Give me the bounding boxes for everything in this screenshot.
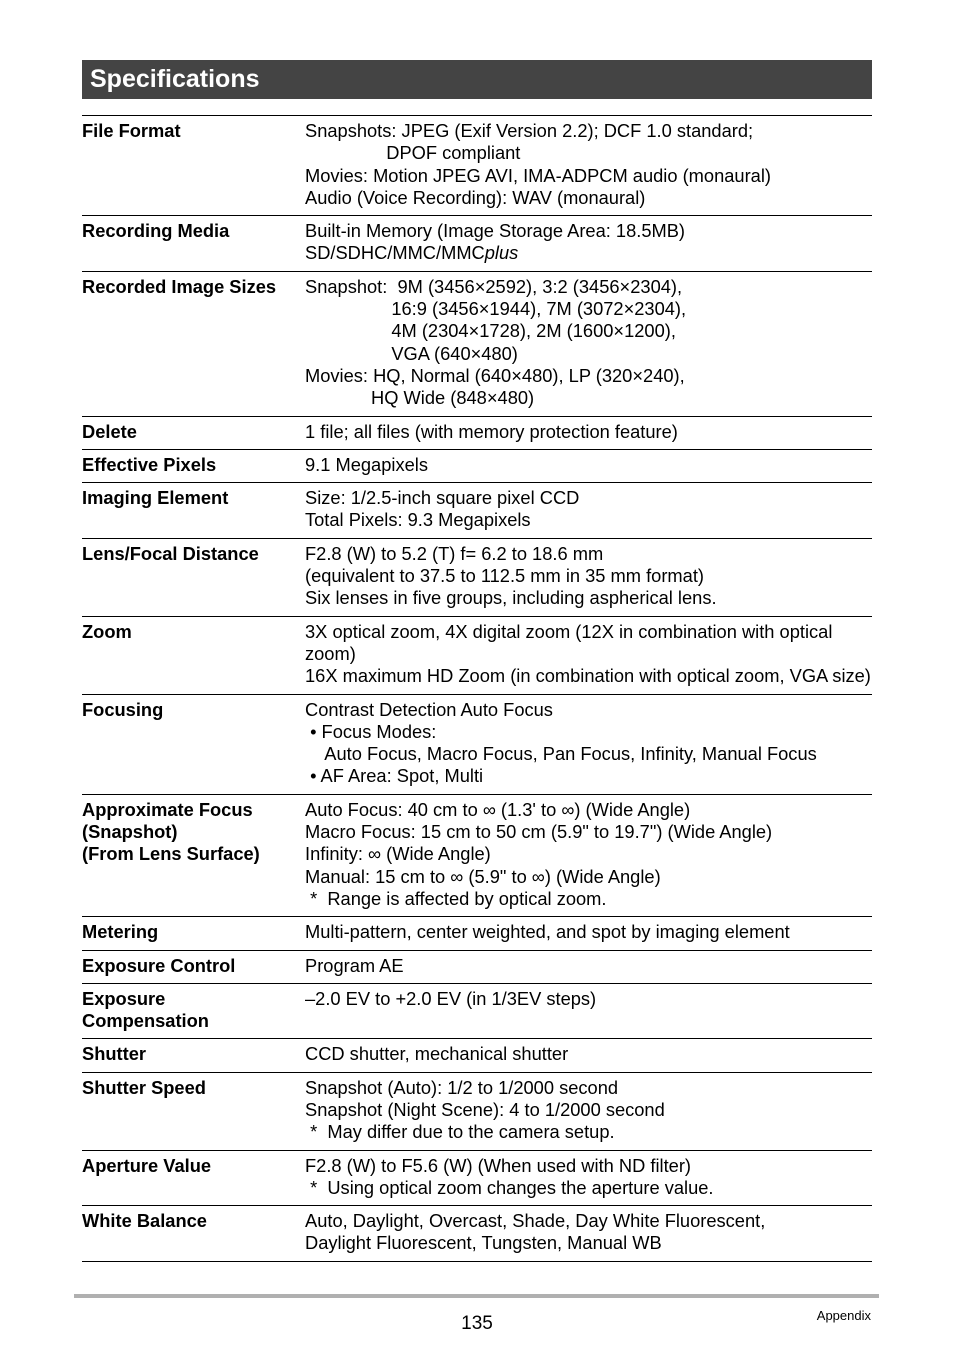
spec-label: Focusing [82, 698, 164, 720]
spec-value-line [305, 621, 872, 666]
spec-label: Zoom [82, 620, 132, 642]
spec-value-text: Snapshot: 9M (3456×2592), 3:2 (3456×2304), [305, 275, 683, 297]
spec-row [82, 1073, 872, 1151]
spec-value-text: Manual: 15 cm to ∞ (5.9" to ∞) (Wide Angle) [305, 865, 661, 887]
spec-value-line [305, 387, 872, 409]
spec-value [305, 799, 872, 910]
spec-value [305, 276, 872, 410]
spec-value-line [305, 888, 872, 910]
spec-value-line [305, 421, 872, 443]
spec-value-text: Infinity: ∞ (Wide Angle) [305, 843, 491, 865]
spec-value-text: Macro Focus: 15 cm to 50 cm (5.9" to 19.7") (Wide Angle) [305, 821, 773, 843]
spec-value-line [305, 1077, 872, 1099]
spec-label: Recording Media [82, 220, 230, 242]
spec-value [305, 1155, 872, 1200]
spec-value-line [305, 187, 872, 209]
spec-row [82, 272, 872, 417]
spec-value-line [305, 843, 872, 865]
spec-value [305, 421, 872, 443]
spec-value-text: * Range is affected by optical zoom. [305, 887, 607, 909]
spec-value-line [305, 509, 872, 531]
spec-value-text: Six lenses in five groups, including aspherical lens. [305, 587, 717, 609]
spec-label: Approximate Focus (Snapshot) (From Lens Surface) [82, 798, 260, 865]
spec-value-line [305, 1121, 872, 1143]
spec-value-text: 16X maximum HD Zoom (in combination with optical zoom, VGA size) [305, 665, 871, 687]
spec-value-text: Daylight Fluorescent, Tungsten, Manual WB [305, 1232, 662, 1254]
spec-value-text: Size: 1/2.5-inch square pixel CCD [305, 487, 580, 509]
spec-value-text: Program AE [305, 954, 404, 976]
spec-value-text: HQ Wide (848×480) [305, 387, 535, 409]
spec-value [305, 699, 872, 788]
spec-row [82, 216, 872, 272]
spec-value [305, 543, 872, 610]
spec-label: Shutter [82, 1043, 146, 1065]
spec-label: Lens/Focal Distance [82, 542, 259, 564]
spec-value-text: –2.0 EV to +2.0 EV (in 1/3EV steps) [305, 987, 597, 1009]
spec-row [82, 483, 872, 539]
spec-value [305, 120, 872, 209]
spec-value-text: Contrast Detection Auto Focus [305, 698, 553, 720]
spec-value-line [305, 365, 872, 387]
spec-value-text: 16:9 (3456×1944), 7M (3072×2304), [305, 298, 687, 320]
footer-divider [74, 1294, 879, 1298]
spec-value [305, 487, 872, 532]
spec-value [305, 955, 872, 977]
spec-value-line [305, 343, 872, 365]
spec-value-text: 4M (2304×1728), 2M (1600×1200), [305, 320, 676, 342]
spec-label: Shutter Speed [82, 1076, 206, 1098]
spec-label: Aperture Value [82, 1154, 212, 1176]
spec-value-text: Auto Focus: 40 cm to ∞ (1.3' to ∞) (Wide Angle) [305, 798, 691, 820]
spec-value-text: DPOF compliant [305, 142, 521, 164]
spec-value-line [305, 665, 872, 687]
spec-label: Metering [82, 921, 159, 943]
spec-value-line [305, 276, 872, 298]
spec-value-text: F2.8 (W) to F5.6 (W) (When used with ND filter) [305, 1154, 692, 1176]
spec-value-text: Audio (Voice Recording): WAV (monaural) [305, 186, 646, 208]
spec-value [305, 1077, 872, 1144]
spec-value-text: Snapshots: JPEG (Exif Version 2.2); DCF 1.0 standard; [305, 120, 754, 141]
spec-value [305, 1043, 872, 1065]
spec-value [305, 454, 872, 476]
spec-value-line [305, 565, 872, 587]
spec-value-line [305, 543, 872, 565]
spec-value-line [305, 765, 872, 787]
spec-value-text: Movies: HQ, Normal (640×480), LP (320×240), [305, 364, 685, 386]
spec-row [82, 1039, 872, 1072]
spec-value-line [305, 921, 872, 943]
spec-value [305, 220, 872, 265]
spec-value-line [305, 242, 872, 264]
spec-value-line [305, 587, 872, 609]
spec-value-text: Snapshot (Night Scene): 4 to 1/2000 second [305, 1098, 665, 1120]
spec-value-line [305, 120, 872, 142]
spec-value-line [305, 142, 872, 164]
spec-value [305, 988, 872, 1033]
spec-value-line [305, 721, 872, 743]
spec-value-line [305, 165, 872, 187]
spec-value-text: • AF Area: Spot, Multi [305, 765, 484, 787]
spec-value [305, 1210, 872, 1255]
spec-label: Exposure Compensation [82, 987, 209, 1032]
spec-label: Exposure Control [82, 954, 236, 976]
spec-value-text: Built-in Memory (Image Storage Area: 18.5MB) [305, 220, 685, 242]
spec-value-line [305, 743, 872, 765]
spec-value-line [305, 699, 872, 721]
spec-row [82, 617, 872, 695]
spec-row [82, 984, 872, 1040]
spec-value-text: 9.1 Megapixels [305, 453, 428, 475]
spec-value-line [305, 220, 872, 242]
spec-value-text: Total Pixels: 9.3 Megapixels [305, 509, 531, 531]
page-number: 135 [461, 1313, 493, 1334]
spec-value [305, 621, 872, 688]
spec-value-text: * Using optical zoom changes the aperture value. [305, 1176, 714, 1198]
spec-value-line [305, 1099, 872, 1121]
specifications-table [82, 115, 872, 1262]
spec-value-text: SD/SDHC/MMC/MMC [305, 242, 485, 264]
spec-row [82, 417, 872, 450]
spec-value-line [305, 454, 872, 476]
spec-value-text: 1 file; all files (with memory protection feature) [305, 420, 678, 442]
spec-row [82, 116, 872, 216]
spec-label: Recorded Image Sizes [82, 275, 277, 297]
spec-value-text: Auto, Daylight, Overcast, Shade, Day White Fluorescent, [305, 1210, 766, 1232]
spec-label: File Format [82, 120, 181, 141]
spec-value-text: VGA (640×480) [305, 342, 518, 364]
spec-row [82, 450, 872, 483]
spec-row [82, 539, 872, 617]
spec-value-text: Multi-pattern, center weighted, and spot by imaging element [305, 921, 790, 943]
spec-value-line [305, 1210, 872, 1232]
spec-label: Imaging Element [82, 487, 229, 509]
spec-value-line [305, 821, 872, 843]
spec-label: Delete [82, 420, 137, 442]
spec-value-line [305, 799, 872, 821]
spec-row [82, 1206, 872, 1262]
spec-value-italic: plus [484, 242, 519, 264]
spec-value-line [305, 298, 872, 320]
spec-row [82, 795, 872, 917]
page-title: Specifications [82, 60, 872, 99]
spec-value-line [305, 988, 872, 1010]
spec-value-line [305, 955, 872, 977]
section-name: Appendix [816, 1308, 871, 1323]
spec-value-text: F2.8 (W) to 5.2 (T) f= 6.2 to 18.6 mm [305, 542, 604, 564]
spec-row [82, 1151, 872, 1207]
spec-value-text: * May differ due to the camera setup. [305, 1121, 615, 1143]
spec-row [82, 951, 872, 984]
spec-value-line [305, 1232, 872, 1254]
spec-value-text: Movies: Motion JPEG AVI, IMA-ADPCM audio (monaural) [305, 164, 771, 186]
spec-row [82, 917, 872, 950]
spec-value-line [305, 1155, 872, 1177]
spec-value-line [305, 1043, 872, 1065]
spec-value-text: Snapshot (Auto): 1/2 to 1/2000 second [305, 1076, 619, 1098]
spec-value-line [305, 866, 872, 888]
spec-label: White Balance [82, 1210, 207, 1232]
spec-label: Effective Pixels [82, 453, 217, 475]
spec-value-text: Auto Focus, Macro Focus, Pan Focus, Infinity, Manual Focus [305, 743, 817, 765]
spec-row [82, 695, 872, 795]
spec-value-text: • Focus Modes: [305, 720, 437, 742]
spec-value-line [305, 487, 872, 509]
spec-value-text: CCD shutter, mechanical shutter [305, 1043, 569, 1065]
spec-value-line [305, 320, 872, 342]
spec-value [305, 921, 872, 943]
spec-value-text: 3X optical zoom, 4X digital zoom (12X in combination with optical zoom) [305, 620, 833, 664]
spec-value-text: (equivalent to 37.5 to 112.5 mm in 35 mm format) [305, 565, 704, 587]
spec-value-line [305, 1177, 872, 1199]
